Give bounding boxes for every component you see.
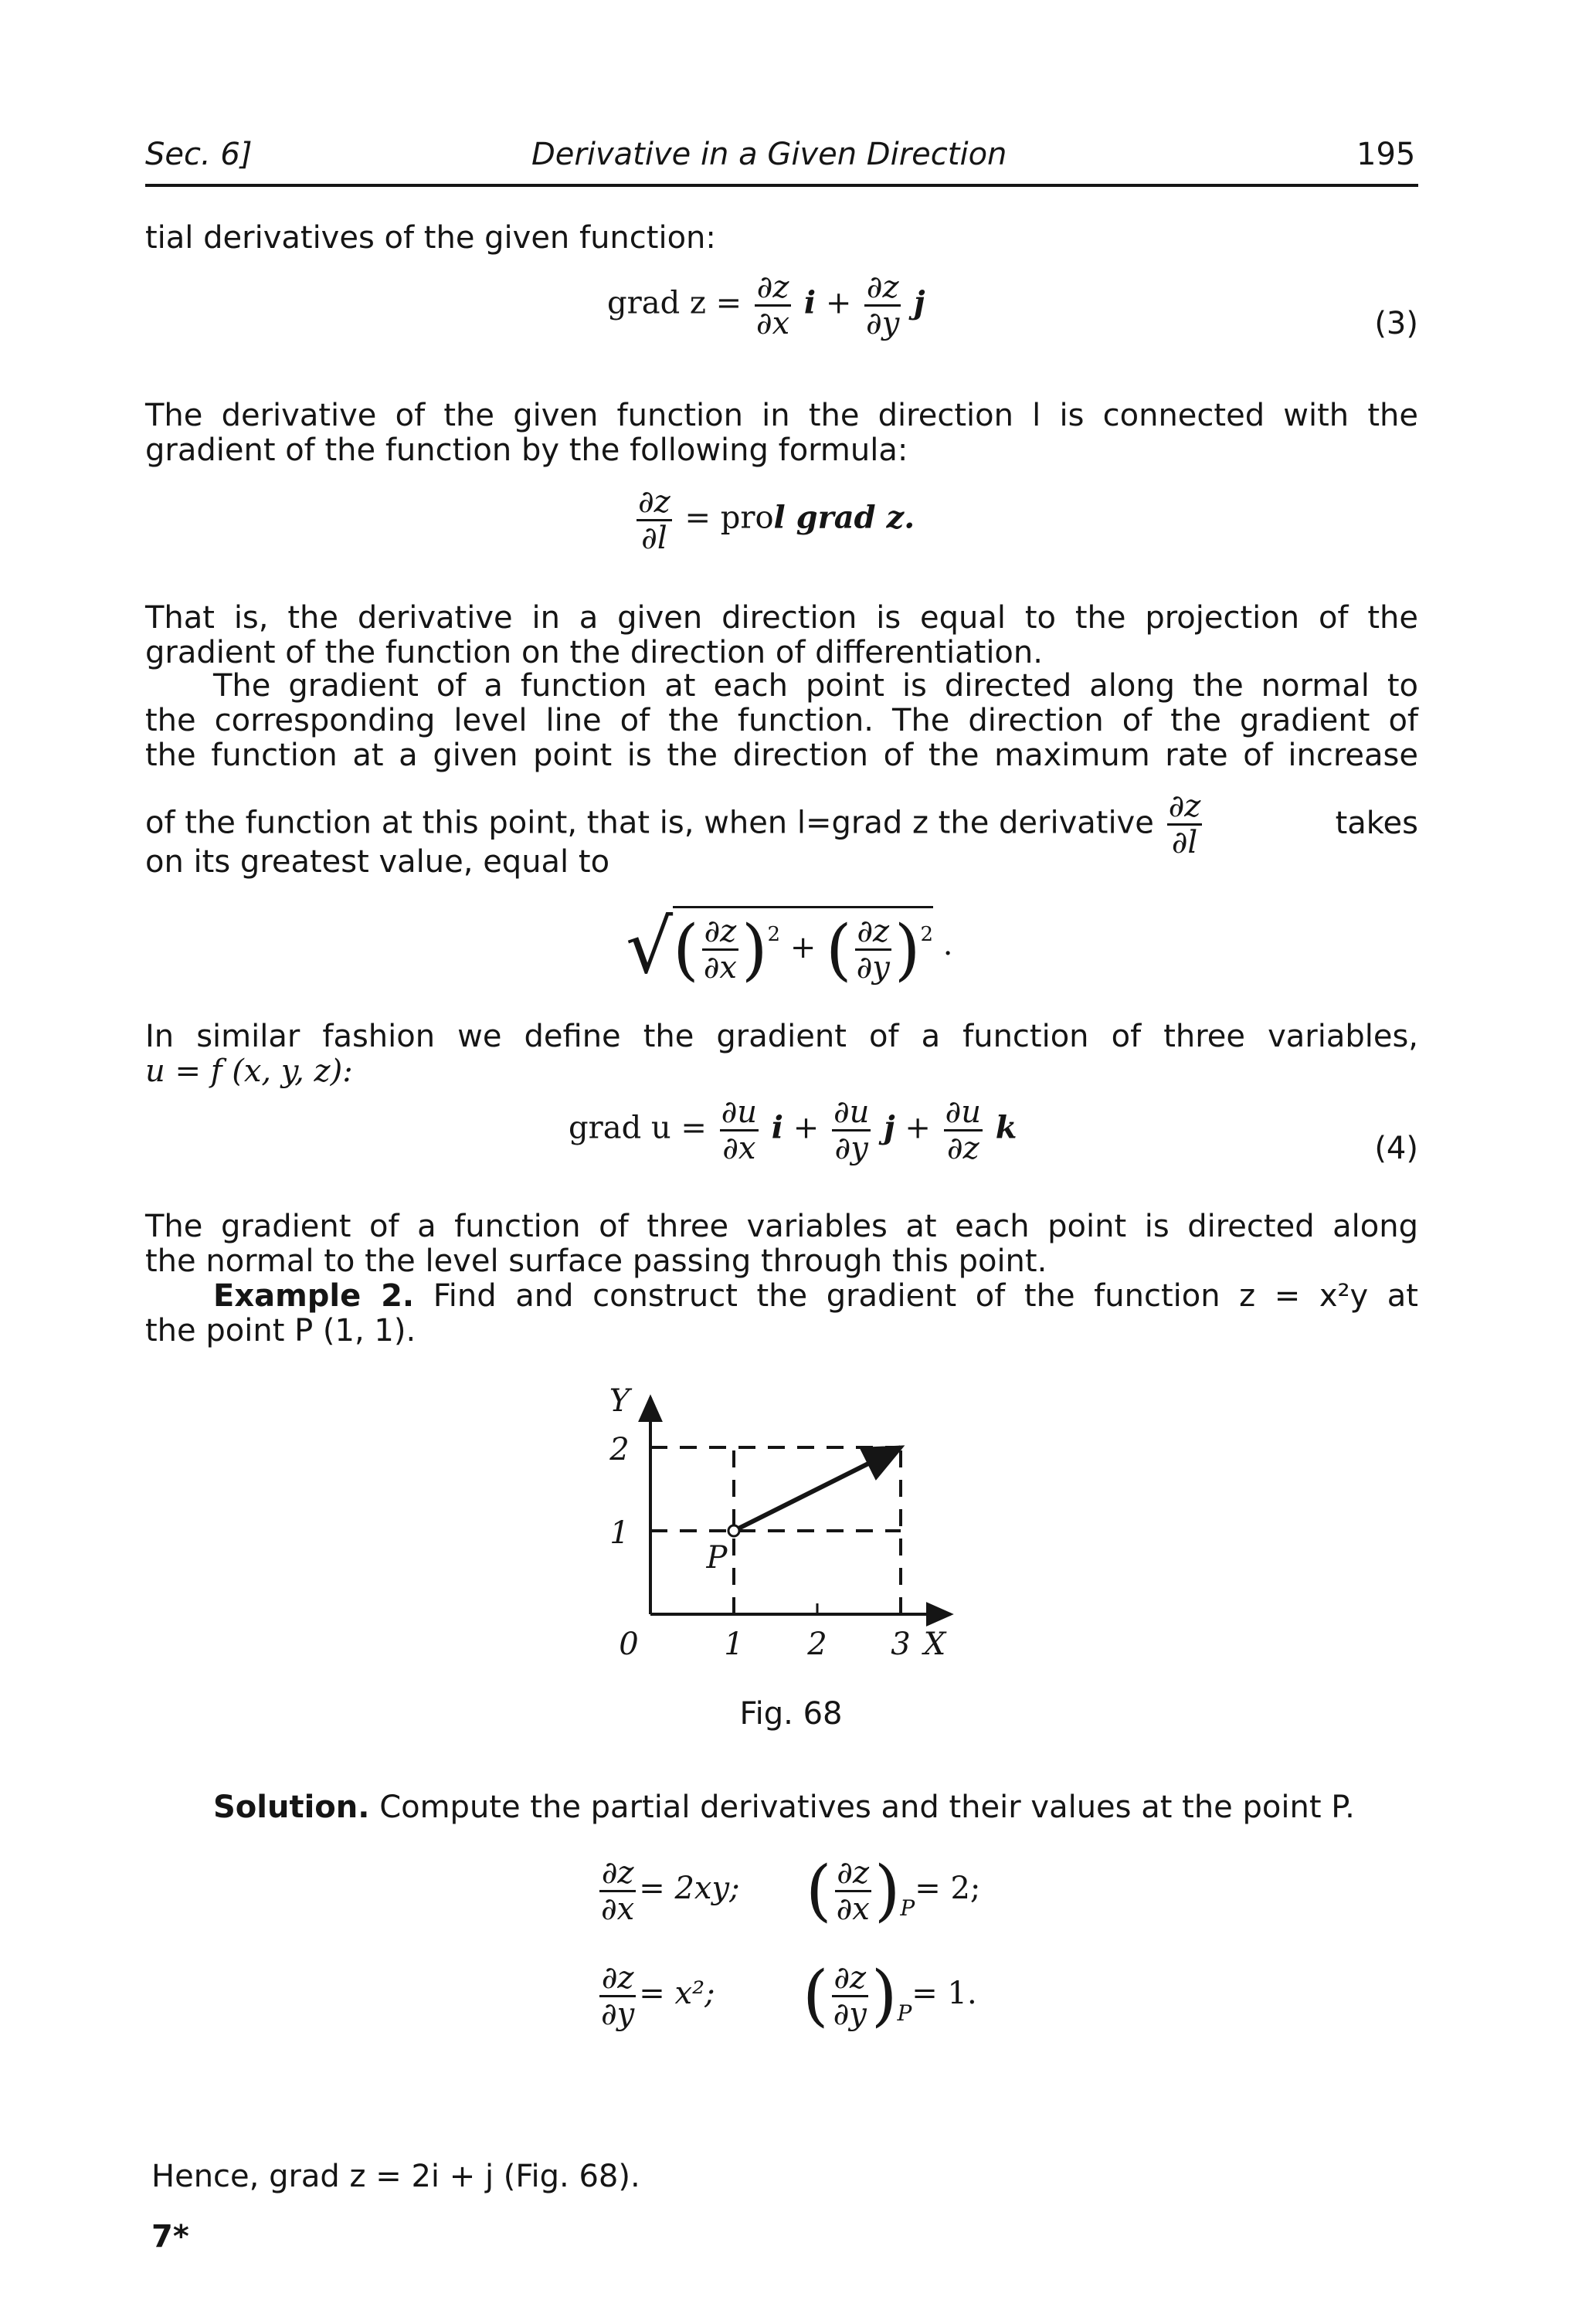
equation-3-number: (3) — [1374, 306, 1418, 341]
para-three-variables-1: In similar fashion we define the gradient of a function of three variables, — [145, 1019, 1418, 1054]
section-label: Sec. 6] — [145, 137, 253, 172]
footer-signature-mark: 7* — [151, 2219, 189, 2254]
running-title: Derivative in a Given Direction — [531, 137, 1007, 172]
equation-projection: $\frac{\partial z}{\partial l}$ = prol grad z. — [638, 484, 915, 556]
fraction-dz-dx: $\frac{\partial z}{\partial x}$ — [755, 270, 790, 341]
fraction-dz-dy: $\frac{\partial z}{\partial y}$ — [866, 270, 900, 341]
para-gradient-normal-5: on its greatest value, equal to — [145, 844, 610, 880]
para-level-surface-2: the normal to the level surface passing through this point. — [145, 1243, 1047, 1279]
para-projection: That is, the derivative in a given direction is equal to the projection of the gradient of the function on the direction of differentiation. — [145, 600, 1418, 670]
gradient-vector — [734, 1447, 901, 1531]
hence-line: Hence, grad z = 2i + j (Fig. 68). — [151, 2159, 640, 2194]
x-axis-label: X — [923, 1627, 946, 1662]
para-gradient-normal-4: of the function at this point, that is, when l=grad z the derivative $\frac{\partial z}{\partial l}$ takes — [145, 789, 1418, 860]
para-intro: tial derivatives of the given function: — [145, 220, 716, 256]
solution-eq-dy: $\frac{\partial z}{\partial y}$ = x²; ( $\frac{\partial z}{\partial y}$ )$_P= 1$. — [601, 1957, 977, 2034]
origin-label: 0 — [619, 1627, 639, 1662]
y-tick-label: 2 — [609, 1432, 630, 1467]
para-gradient-normal-1: The gradient of a function at each point is directed along the normal to — [213, 668, 1418, 704]
fraction-dz-dl-inline: $\frac{\partial z}{\partial l}$ — [1168, 789, 1201, 860]
para-gradient-normal-3: the function at a given point is the direction of the maximum rate of increase — [145, 738, 1418, 773]
equation-gradient-magnitude: √( $\frac{\partial z}{\partial x}$ )$^2$ + ( $\frac{\partial z}{\partial y}$ )$^2$ . — [626, 904, 953, 990]
para-gradient-normal-2: the corresponding level line of the function. The direction of the gradient of — [145, 703, 1418, 738]
header-rule — [145, 184, 1418, 187]
sqrt-radicand: ( $\frac{\partial z}{\partial x}$ )$^2$ + ( $\frac{\partial z}{\partial y}$ )$^2$ — [673, 906, 933, 989]
example-2-line-2: the point P (1, 1). — [145, 1313, 416, 1349]
x-tick-label: 3 — [891, 1627, 911, 1662]
x-tick-label: 1 — [724, 1627, 744, 1662]
point-p-label: P — [706, 1540, 728, 1576]
solution-eq-dx: $\frac{\partial z}{\partial x}$ = 2xy; ( $\frac{\partial z}{\partial x}$ )$_P= 2$; — [601, 1852, 981, 1929]
sqrt-sign: √ — [626, 904, 674, 990]
solution-line: Solution. Compute the partial derivatives and their values at the point P. — [213, 1790, 1355, 1825]
page-number: 195 — [1356, 137, 1416, 172]
equation-4-number: (4) — [1374, 1131, 1418, 1166]
y-axis-label: Y — [609, 1383, 630, 1420]
point-p-marker — [728, 1525, 739, 1536]
equation-4: grad u = $\frac{\partial u}{\partial x}$ i + $\frac{\partial u}{\partial y}$ j + $\frac{\partial u}{\partial z}$ k — [569, 1094, 1017, 1166]
fraction-dz-dl: $\frac{\partial z}{\partial l}$ — [638, 484, 670, 556]
eq3-lhs: grad z = — [607, 285, 742, 321]
para-derivative-direction: The derivative of the given function in the direction l is connected with the gradient of the function by the following formula: — [145, 398, 1418, 468]
figure-caption: Fig. 68 — [739, 1696, 843, 1732]
example-2-line-1: Example 2. Find and construct the gradient of the function z = x²y at — [213, 1278, 1418, 1314]
para-level-surface-1: The gradient of a function of three variables at each point is directed along — [145, 1209, 1418, 1244]
figure-68 — [572, 1375, 1004, 1668]
equation-3: grad z = $\frac{\partial z}{\partial x}$ i + $\frac{\partial z}{\partial y}$ j — [607, 270, 925, 341]
x-tick-label: 2 — [807, 1627, 827, 1662]
eq4-lhs: grad u = — [569, 1110, 707, 1146]
para-three-variables-2: u = f (x, y, z): — [145, 1053, 353, 1089]
y-tick-label: 1 — [609, 1515, 630, 1551]
